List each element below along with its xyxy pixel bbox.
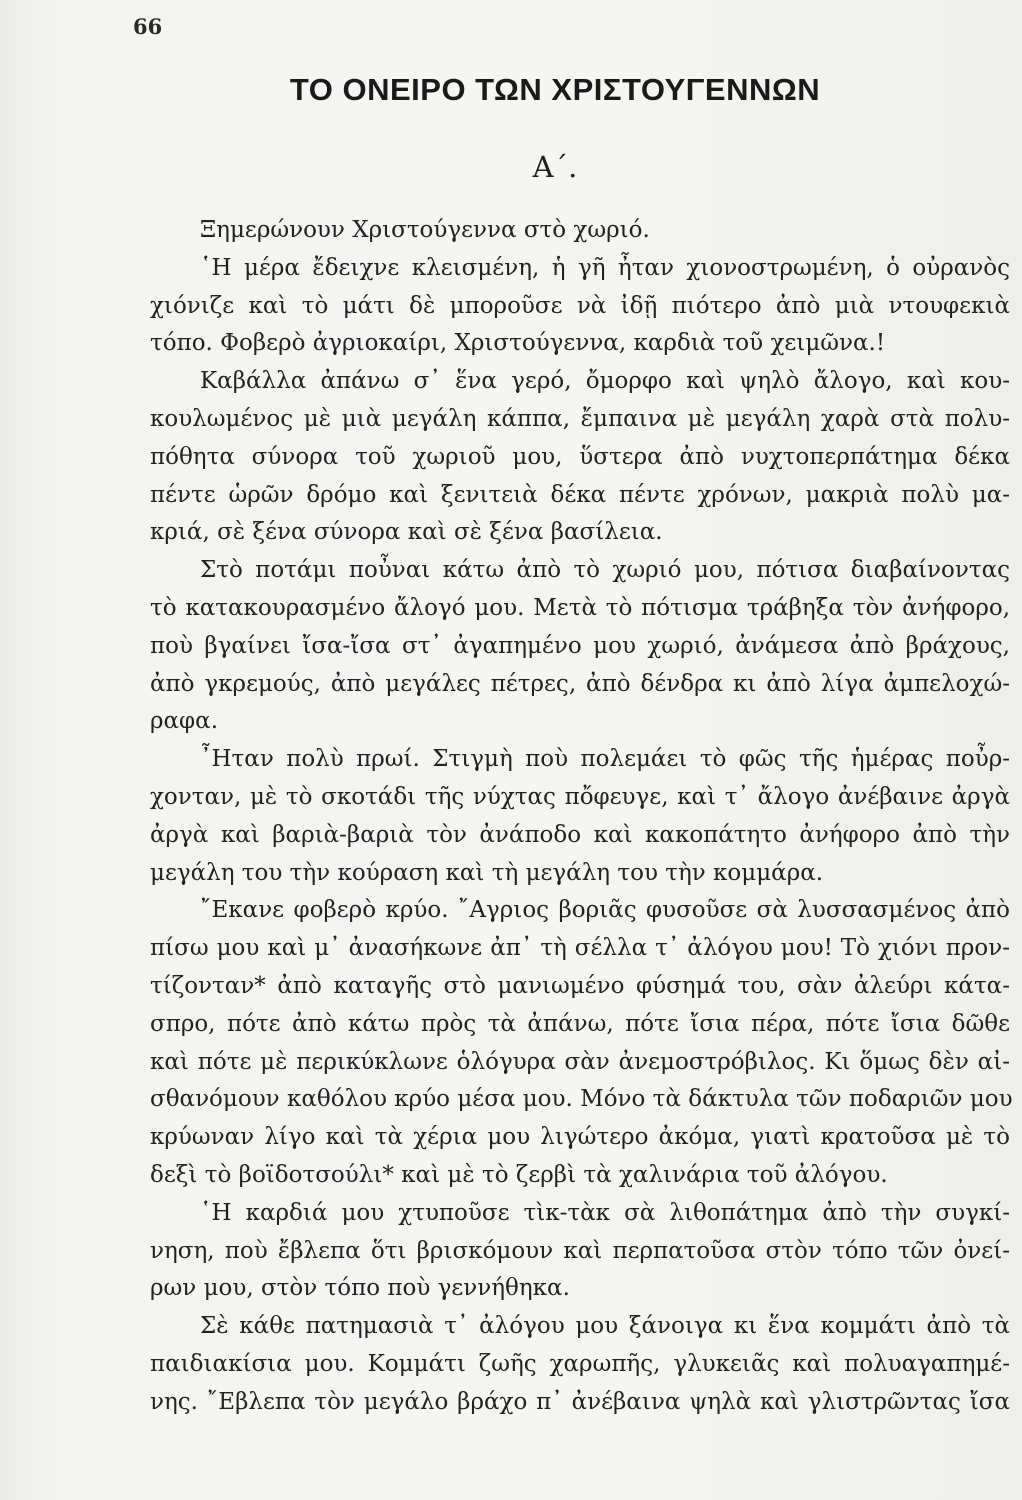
text-line: ῏Ηταν πολὺ πρωί. Στιγμὴ ποὺ πολεμάει τὸ φῶς τῆς ἡμέρας ποὖρ- <box>200 746 1010 773</box>
text-line: ῾Η μέρα ἔδειχνε κλεισμένη, ἡ γῆ ἦταν χιονοστρωμένη, ὁ οὐρανὸς <box>200 254 1010 281</box>
text-line: ἀπὸ γκρεμούς, ἀπὸ μεγάλες πέτρες, ἀπὸ δένδρα κι ἀπὸ λίγα ἀμπελοχώ- <box>150 670 1010 697</box>
text-line: Σὲ κάθε πατημασιὰ τ᾽ ἀλόγου μου ξάνοιγα κι ἕνα κομμάτι ἀπὸ τὰ <box>200 1313 1010 1340</box>
page-number: 66 <box>133 14 163 39</box>
text-line: κουλωμένος μὲ μιὰ μεγάλη κάππα, ἔμπαινα μὲ μεγάλη χαρὰ στὰ πολυ- <box>150 405 1010 432</box>
text-line: κριά, σὲ ξένα σύνορα καὶ σὲ ξένα βασίλεια. <box>150 519 663 546</box>
body-text <box>150 212 1013 1422</box>
text-line: σθανόμουν καθόλου κρύο μέσα μου. Μόνο τὰ δάκτυλα τῶν ποδαριῶν μου <box>150 1086 1013 1113</box>
section-heading: Α΄. <box>532 150 578 184</box>
text-line: πέντε ὡρῶν δρόμο καὶ ξενιτειὰ δέκα πέντε χρόνων, μακριὰ πολὺ μα- <box>150 481 1010 508</box>
text-line: σπρο, πότε ἀπὸ κάτω πρὸς τὰ ἀπάνω, πότε ἴσια πέρα, πότε ἴσια δῶθε <box>150 1010 1010 1037</box>
text-line: ἀργὰ καὶ βαριὰ-βαριὰ τὸν ἀνάποδο καὶ κακοπάτητο ἀνήφορο ἀπὸ τὴν <box>150 821 1010 848</box>
text-line: χονταν, μὲ τὸ σκοτάδι τῆς νύχτας πὄφευγε, καὶ τ᾽ ἄλογο ἀνέβαινε ἀργὰ <box>150 783 1010 810</box>
text-line: τίζονταν* ἀπὸ καταγῆς στὸ μανιωμένο φύσημά του, σὰν ἀλεύρι κάτα- <box>150 972 1010 999</box>
text-line: Ξημερώνουν Χριστούγεννα στὸ χωριό. <box>200 217 650 243</box>
text-line: ῾Η καρδιά μου χτυποῦσε τὶκ-τὰκ σὰ λιθοπάτημα ἀπὸ τὴν συγκί- <box>200 1199 1010 1226</box>
text-line: πόθητα σύνορα τοῦ χωριοῦ μου, ὕστερα ἀπὸ νυχτοπερπάτημα δέκα <box>150 443 1010 470</box>
text-line: ῎Εκανε φοβερὸ κρύο. ῎Αγριος βοριᾶς φυσοῦσε σὰ λυσσασμένος ἀπὸ <box>200 897 1010 924</box>
text-line: ποὺ βγαίνει ἴσα-ἴσα στ᾽ ἀγαπημένο μου χωριό, ἀνάμεσα ἀπὸ βράχους, <box>150 632 1010 659</box>
text-line: καὶ πότε μὲ περικύκλωνε ὁλόγυρα σὰν ἀνεμοστρόβιλος. Κι ὅμως δὲν αἰ- <box>150 1048 1010 1075</box>
text-line: τὸ κατακουρασμένο ἄλογό μου. Μετὰ τὸ πότισμα τράβηξα τὸν ἀνήφορο, <box>150 594 1010 621</box>
text-line: κρύωναν λίγο καὶ τὰ χέρια μου λιγώτερο ἀκόμα, γιατὶ κρατοῦσα μὲ τὸ <box>150 1124 1010 1151</box>
text-line: παιδιακίσια μου. Κομμάτι ζωῆς χαρωπῆς, γλυκειᾶς καὶ πολυαγαπημέ- <box>150 1350 1010 1377</box>
text-line: μεγάλη του τὴν κούραση καὶ τὴ μεγάλη του τὴν κομμάρα. <box>150 859 824 886</box>
text-line: χιόνιζε καὶ τὸ μάτι δὲ μποροῦσε νὰ ἰδῇ πιότερο ἀπὸ μιὰ ντουφεκιὰ <box>150 292 1010 319</box>
text-line: νης. ῎Εβλεπα τὸν μεγάλο βράχο π᾽ ἀνέβαινα ψηλὰ καὶ γλιστρῶντας ἴσα <box>150 1388 1010 1415</box>
text-line: δεξὶ τὸ βοϊδοτσούλι* καὶ μὲ τὸ ζερβὶ τὰ χαλινάρια τοῦ ἀλόγου. <box>150 1161 888 1188</box>
text-line: τόπο. Φοβερὸ ἀγριοκαίρι, Χριστούγεννα, καρδιὰ τοῦ χειμῶνα.! <box>150 330 886 357</box>
text-line: ρων μου, στὸν τόπο ποὺ γεννήθηκα. <box>150 1275 570 1302</box>
text-line: νηση, ποὺ ἔβλεπα ὅτι βρισκόμουν καὶ περπατοῦσα στὸν τόπο τῶν ὀνεί- <box>150 1237 1010 1264</box>
text-line: Στὸ ποτάμι ποὖναι κάτω ἀπὸ τὸ χωριό μου, πότισα διαβαίνοντας <box>200 557 1010 584</box>
text-line: Καβάλλα ἀπάνω σ᾽ ἕνα γερό, ὄμορφο καὶ ψηλὸ ἄλογο, καὶ κου- <box>200 368 1010 395</box>
text-line: πίσω μου καὶ μ᾽ ἀνασήκωνε ἀπ᾽ τὴ σέλλα τ᾽ ἀλόγου μου! Τὸ χιόνι προν- <box>150 935 1010 962</box>
chapter-title: ΤΟ ΟΝΕΙΡΟ ΤΩΝ ΧΡΙΣΤΟΥΓΕΝΝΩΝ <box>289 72 821 107</box>
text-line: ραφα. <box>150 708 219 735</box>
